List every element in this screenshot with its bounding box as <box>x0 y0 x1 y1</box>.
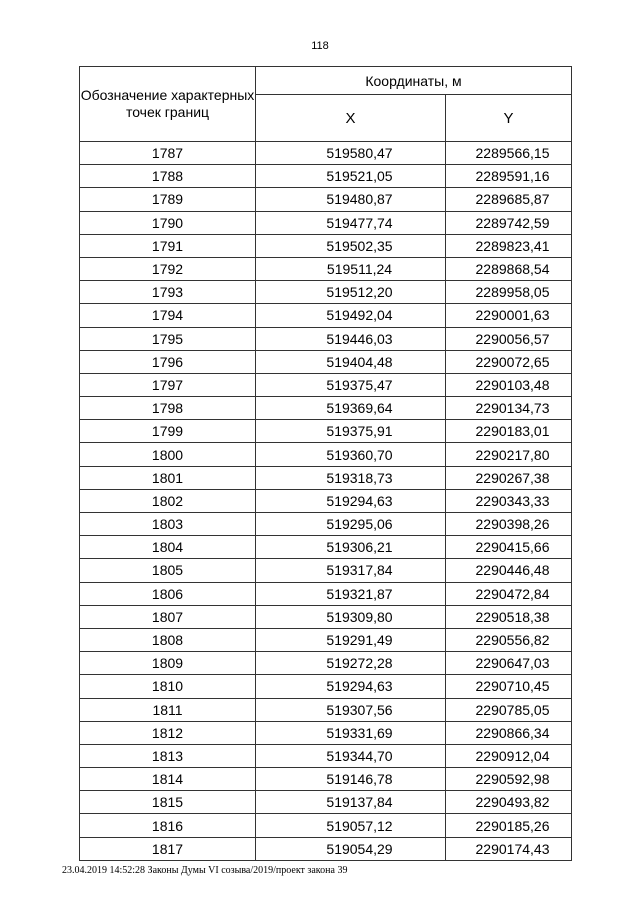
point-cell: 1809 <box>80 652 256 675</box>
table-row <box>80 443 572 466</box>
y-cell: 2290556,82 <box>446 628 572 651</box>
table-row <box>80 536 572 559</box>
table-row <box>80 304 572 327</box>
table-row <box>80 837 572 860</box>
point-cell: 1792 <box>80 257 256 280</box>
table-row <box>80 559 572 582</box>
point-cell: 1813 <box>80 744 256 767</box>
x-cell: 519477,74 <box>256 211 446 234</box>
y-cell: 2290647,03 <box>446 652 572 675</box>
table-row <box>80 721 572 744</box>
y-cell: 2290174,43 <box>446 837 572 860</box>
x-cell: 519502,35 <box>256 234 446 257</box>
point-cell: 1817 <box>80 837 256 860</box>
point-cell: 1803 <box>80 513 256 536</box>
table-row <box>80 768 572 791</box>
table-row <box>80 466 572 489</box>
x-cell: 519344,70 <box>256 744 446 767</box>
point-cell: 1797 <box>80 373 256 396</box>
y-cell: 2290134,73 <box>446 397 572 420</box>
point-cell: 1810 <box>80 675 256 698</box>
y-cell: 2290592,98 <box>446 768 572 791</box>
y-cell: 2290267,38 <box>446 466 572 489</box>
y-cell: 2290056,57 <box>446 327 572 350</box>
y-cell: 2289742,59 <box>446 211 572 234</box>
table-row <box>80 188 572 211</box>
y-cell: 2290183,01 <box>446 420 572 443</box>
table-row <box>80 397 572 420</box>
y-cell: 2289685,87 <box>446 188 572 211</box>
y-cell: 2290912,04 <box>446 744 572 767</box>
x-cell: 519369,64 <box>256 397 446 420</box>
point-cell: 1796 <box>80 350 256 373</box>
point-cell: 1791 <box>80 234 256 257</box>
point-cell: 1799 <box>80 420 256 443</box>
table-row <box>80 582 572 605</box>
x-cell: 519291,49 <box>256 628 446 651</box>
table-row <box>80 628 572 651</box>
point-cell: 1790 <box>80 211 256 234</box>
x-cell: 519492,04 <box>256 304 446 327</box>
x-cell: 519137,84 <box>256 791 446 814</box>
point-cell: 1788 <box>80 165 256 188</box>
table-row <box>80 791 572 814</box>
point-cell: 1807 <box>80 605 256 628</box>
point-cell: 1801 <box>80 466 256 489</box>
point-cell: 1793 <box>80 281 256 304</box>
y-cell: 2290217,80 <box>446 443 572 466</box>
y-cell: 2290866,34 <box>446 721 572 744</box>
table-row <box>80 675 572 698</box>
point-cell: 1806 <box>80 582 256 605</box>
table-row <box>80 327 572 350</box>
y-cell: 2290518,38 <box>446 605 572 628</box>
table-row <box>80 257 572 280</box>
x-cell: 519580,47 <box>256 142 446 165</box>
table-row <box>80 489 572 512</box>
point-cell: 1798 <box>80 397 256 420</box>
header-point-label: Обозначение характерных точек границ <box>80 67 256 142</box>
x-cell: 519146,78 <box>256 768 446 791</box>
x-cell: 519295,06 <box>256 513 446 536</box>
x-cell: 519057,12 <box>256 814 446 837</box>
x-cell: 519360,70 <box>256 443 446 466</box>
x-cell: 519511,24 <box>256 257 446 280</box>
footer-stamp: 23.04.2019 14:52:28 Законы Думы VI созыва/2019/проект закона 39 <box>62 865 348 876</box>
x-cell: 519446,03 <box>256 327 446 350</box>
y-cell: 2290072,65 <box>446 350 572 373</box>
point-cell: 1802 <box>80 489 256 512</box>
table-row <box>80 513 572 536</box>
header-y: Y <box>446 95 572 142</box>
table-row <box>80 234 572 257</box>
x-cell: 519307,56 <box>256 698 446 721</box>
x-cell: 519331,69 <box>256 721 446 744</box>
point-cell: 1795 <box>80 327 256 350</box>
table-row <box>80 142 572 165</box>
x-cell: 519321,87 <box>256 582 446 605</box>
y-cell: 2290343,33 <box>446 489 572 512</box>
y-cell: 2289958,05 <box>446 281 572 304</box>
y-cell: 2290710,45 <box>446 675 572 698</box>
y-cell: 2290103,48 <box>446 373 572 396</box>
y-cell: 2290185,26 <box>446 814 572 837</box>
y-cell: 2290001,63 <box>446 304 572 327</box>
point-cell: 1812 <box>80 721 256 744</box>
y-cell: 2290446,48 <box>446 559 572 582</box>
y-cell: 2289566,15 <box>446 142 572 165</box>
point-cell: 1789 <box>80 188 256 211</box>
table-row <box>80 420 572 443</box>
point-cell: 1800 <box>80 443 256 466</box>
x-cell: 519521,05 <box>256 165 446 188</box>
x-cell: 519306,21 <box>256 536 446 559</box>
table-body <box>80 142 572 861</box>
y-cell: 2290398,26 <box>446 513 572 536</box>
table-row <box>80 652 572 675</box>
point-cell: 1815 <box>80 791 256 814</box>
table-row <box>80 281 572 304</box>
x-cell: 519404,48 <box>256 350 446 373</box>
point-cell: 1805 <box>80 559 256 582</box>
point-cell: 1814 <box>80 768 256 791</box>
point-cell: 1787 <box>80 142 256 165</box>
page-number: 118 <box>311 40 329 52</box>
y-cell: 2289591,16 <box>446 165 572 188</box>
table-row <box>80 165 572 188</box>
x-cell: 519318,73 <box>256 466 446 489</box>
point-cell: 1804 <box>80 536 256 559</box>
y-cell: 2290415,66 <box>446 536 572 559</box>
x-cell: 519309,80 <box>256 605 446 628</box>
header-coordinates: Координаты, м <box>256 67 572 95</box>
table-row <box>80 350 572 373</box>
table-row <box>80 373 572 396</box>
x-cell: 519294,63 <box>256 489 446 512</box>
coordinates-table <box>79 66 572 861</box>
y-cell: 2290472,84 <box>446 582 572 605</box>
header-x: X <box>256 95 446 142</box>
y-cell: 2290785,05 <box>446 698 572 721</box>
x-cell: 519317,84 <box>256 559 446 582</box>
point-cell: 1808 <box>80 628 256 651</box>
x-cell: 519480,87 <box>256 188 446 211</box>
x-cell: 519512,20 <box>256 281 446 304</box>
table-row <box>80 698 572 721</box>
table-row <box>80 605 572 628</box>
x-cell: 519375,91 <box>256 420 446 443</box>
x-cell: 519375,47 <box>256 373 446 396</box>
x-cell: 519272,28 <box>256 652 446 675</box>
point-cell: 1811 <box>80 698 256 721</box>
y-cell: 2289823,41 <box>446 234 572 257</box>
table-row <box>80 814 572 837</box>
y-cell: 2289868,54 <box>446 257 572 280</box>
point-cell: 1816 <box>80 814 256 837</box>
table-row <box>80 211 572 234</box>
table-header <box>80 67 572 142</box>
table-row <box>80 744 572 767</box>
point-cell: 1794 <box>80 304 256 327</box>
x-cell: 519054,29 <box>256 837 446 860</box>
x-cell: 519294,63 <box>256 675 446 698</box>
y-cell: 2290493,82 <box>446 791 572 814</box>
